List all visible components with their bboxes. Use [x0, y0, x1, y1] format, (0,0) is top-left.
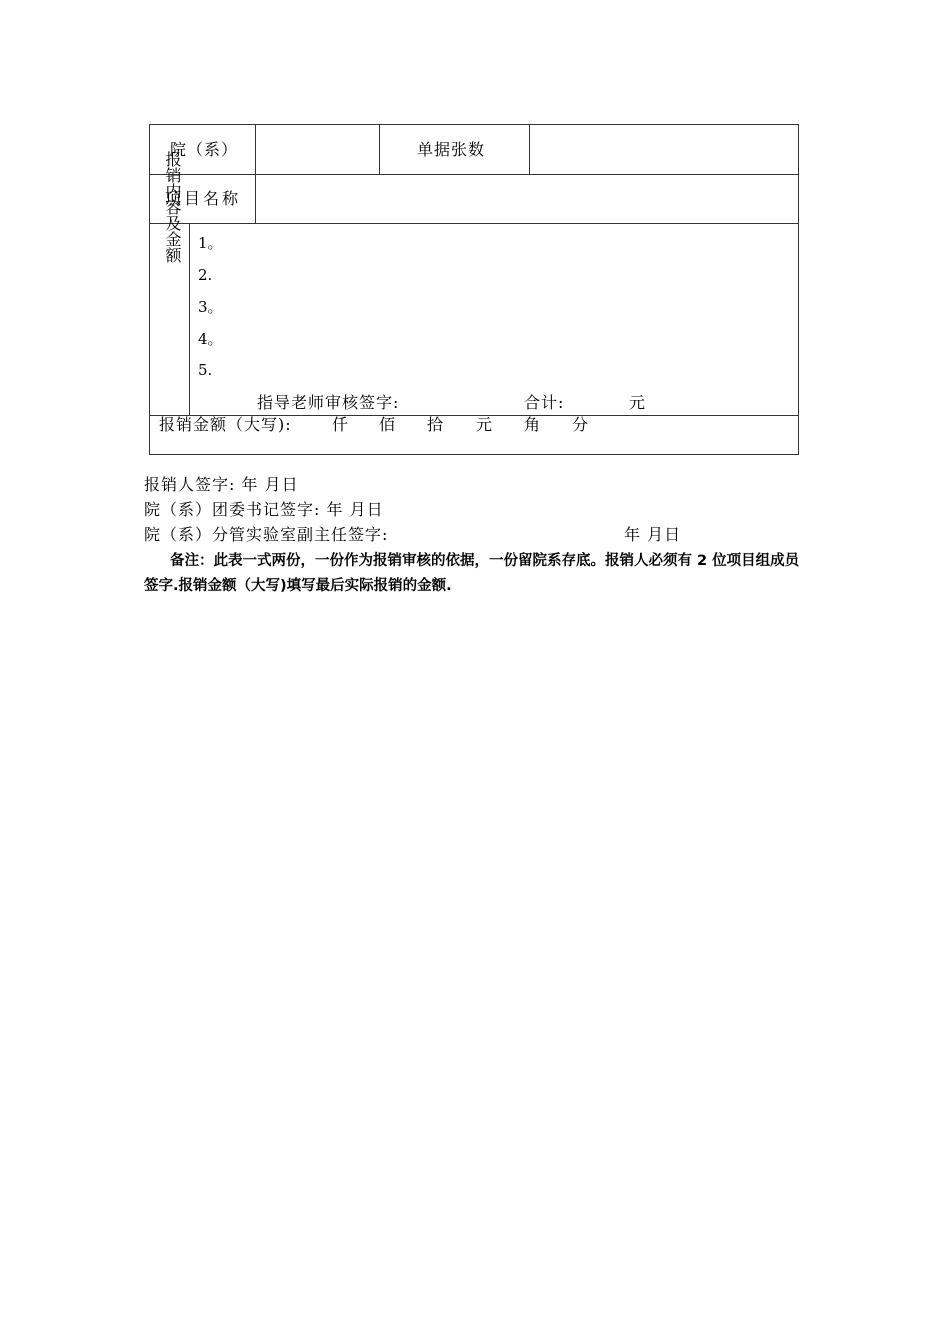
- col-divider-2: [379, 125, 380, 174]
- col-divider-3: [529, 125, 530, 174]
- item-line-3: 3。: [198, 298, 223, 316]
- league-secretary-signature: 院（系）团委书记签字: 年 月日: [144, 500, 384, 519]
- remarks-note: 备注：此表一式两份，一份作为报销审核的依据，一份留院系存底。报销人必须有 2 位项目组成员签字.报销金额（大写)填写最后实际报销的金额.: [144, 553, 800, 594]
- project-name-label: 项目名称: [165, 189, 242, 208]
- row-divider-1: [150, 174, 798, 175]
- doc-count-label: 单据张数: [417, 140, 486, 159]
- advisor-signature-label: 指导老师审核签字:: [257, 393, 400, 412]
- unit-bai: 佰: [379, 415, 397, 434]
- reimbursement-form-table: [149, 124, 799, 455]
- unit-yuan: 元: [476, 415, 494, 434]
- total-label: 合计:: [524, 393, 565, 412]
- unit-jiao: 角: [524, 415, 542, 434]
- amount-caps-label: 报销金额（大写):: [159, 415, 292, 434]
- row-divider-2: [150, 223, 798, 224]
- item-line-1: 1。: [198, 234, 223, 252]
- unit-fen: 分: [572, 415, 590, 434]
- unit-qian: 仟: [332, 415, 350, 434]
- item-line-2: 2.: [198, 266, 213, 284]
- lab-deputy-date: 年 月日: [624, 525, 682, 544]
- content-amount-label: 报销内容及金额: [163, 151, 182, 263]
- unit-shi: 拾: [427, 415, 445, 434]
- item-line-5: 5.: [198, 361, 213, 379]
- total-unit: 元: [629, 393, 647, 412]
- dept-label: 院（系）: [170, 140, 239, 159]
- col-divider-content: [189, 223, 190, 415]
- item-line-4: 4。: [198, 330, 223, 348]
- claimant-signature: 报销人签字: 年 月日: [144, 475, 299, 494]
- lab-deputy-signature-label: 院（系）分管实验室副主任签字:: [144, 525, 389, 544]
- col-divider-1: [255, 125, 256, 223]
